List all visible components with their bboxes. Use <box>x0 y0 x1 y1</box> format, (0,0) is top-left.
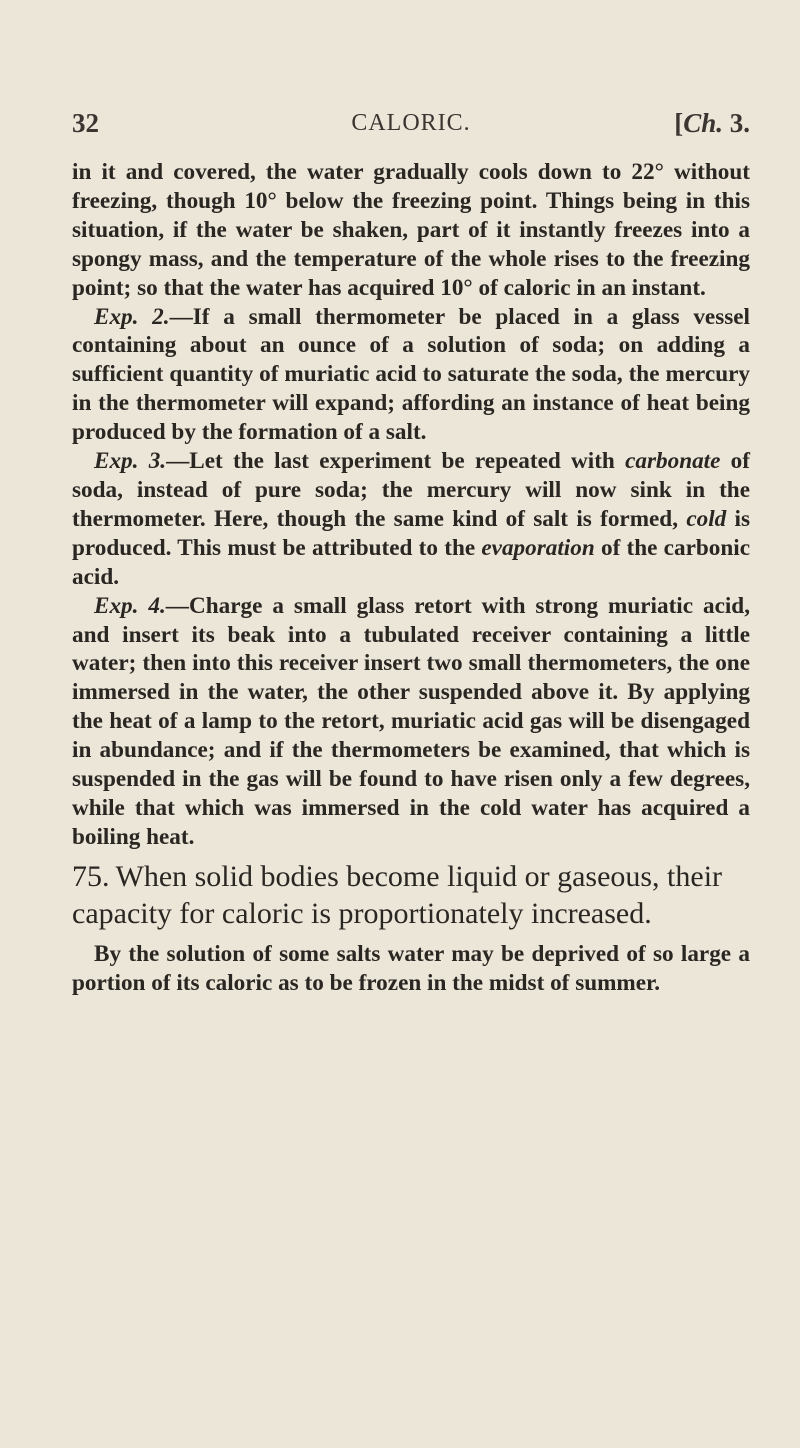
running-title: CALORIC. <box>351 110 471 136</box>
section-heading-text: When solid bodies become liquid or gaseous, their capacity for caloric is proportionately increased. <box>72 859 723 930</box>
experiment-text: —Let the last experiment be repeated with <box>166 448 626 475</box>
chapter-bracket: [ <box>674 108 684 138</box>
page-number: 32 <box>72 108 99 138</box>
experiment-text: —Charge a small glass retort with strong muriatic acid, and insert its beak into a tubulated receiver containing a little water; then into this receiver insert two small thermometers, the one immersed in the water, the other suspended above it. By applying the heat of a lamp to the retort, muriatic acid gas will be disengaged in abundance; and if the thermometers be examined, that which is suspended in the gas will be found to have risen only a few degrees, while that which was immersed in the cold water has acquired a boiling heat. <box>72 592 750 850</box>
paragraph-exp-4 <box>72 592 750 852</box>
italic-term: evaporation <box>481 534 595 561</box>
experiment-text: of soda, instead of pure soda; the mercury will now sink in the thermometer. Here, though the same kind of salt is formed, <box>72 448 750 532</box>
running-head <box>72 108 750 148</box>
experiment-text: —If a small thermometer be placed in a glass vessel containing about an ounce of a solution of soda; on adding a sufficient quantity of muriatic acid to saturate the soda, the mercury in the thermometer will expand; affording an instance of heat being produced by the formation of a salt. <box>72 303 750 446</box>
paragraph-exp-2 <box>72 303 750 448</box>
paragraph-continued: in it and covered, the water gradually cools down to 22° without freezing, though 10° below the freezing point. Things being in this situation, if the water be shaken, part of it instantly freezes into a spongy mass, and the temperature of the whole rises to the freezing point; so that the water has acquired 10° of caloric in an instant. <box>72 159 750 301</box>
experiment-text: of the carbonic acid. <box>72 534 750 590</box>
italic-term: cold <box>686 505 727 532</box>
experiment-label: Exp. 3. <box>94 448 167 475</box>
chapter-abbrev: Ch. <box>683 108 723 138</box>
italic-term: carbonate <box>625 448 721 475</box>
experiment-label: Exp. 2. <box>94 303 170 330</box>
chapter-number: 3. <box>723 108 750 138</box>
paragraph-section-body: By the solution of some salts water may be deprived of so large a portion of its caloric as to be frozen in the midst of summer. <box>72 940 750 996</box>
section-number: 75. <box>72 859 110 893</box>
section-heading <box>72 858 750 932</box>
experiment-label: Exp. 4. <box>94 592 166 619</box>
paragraph-exp-3 <box>72 447 750 592</box>
experiment-text: is produced. This must be attributed to the <box>72 505 750 561</box>
chapter-reference <box>674 108 750 139</box>
